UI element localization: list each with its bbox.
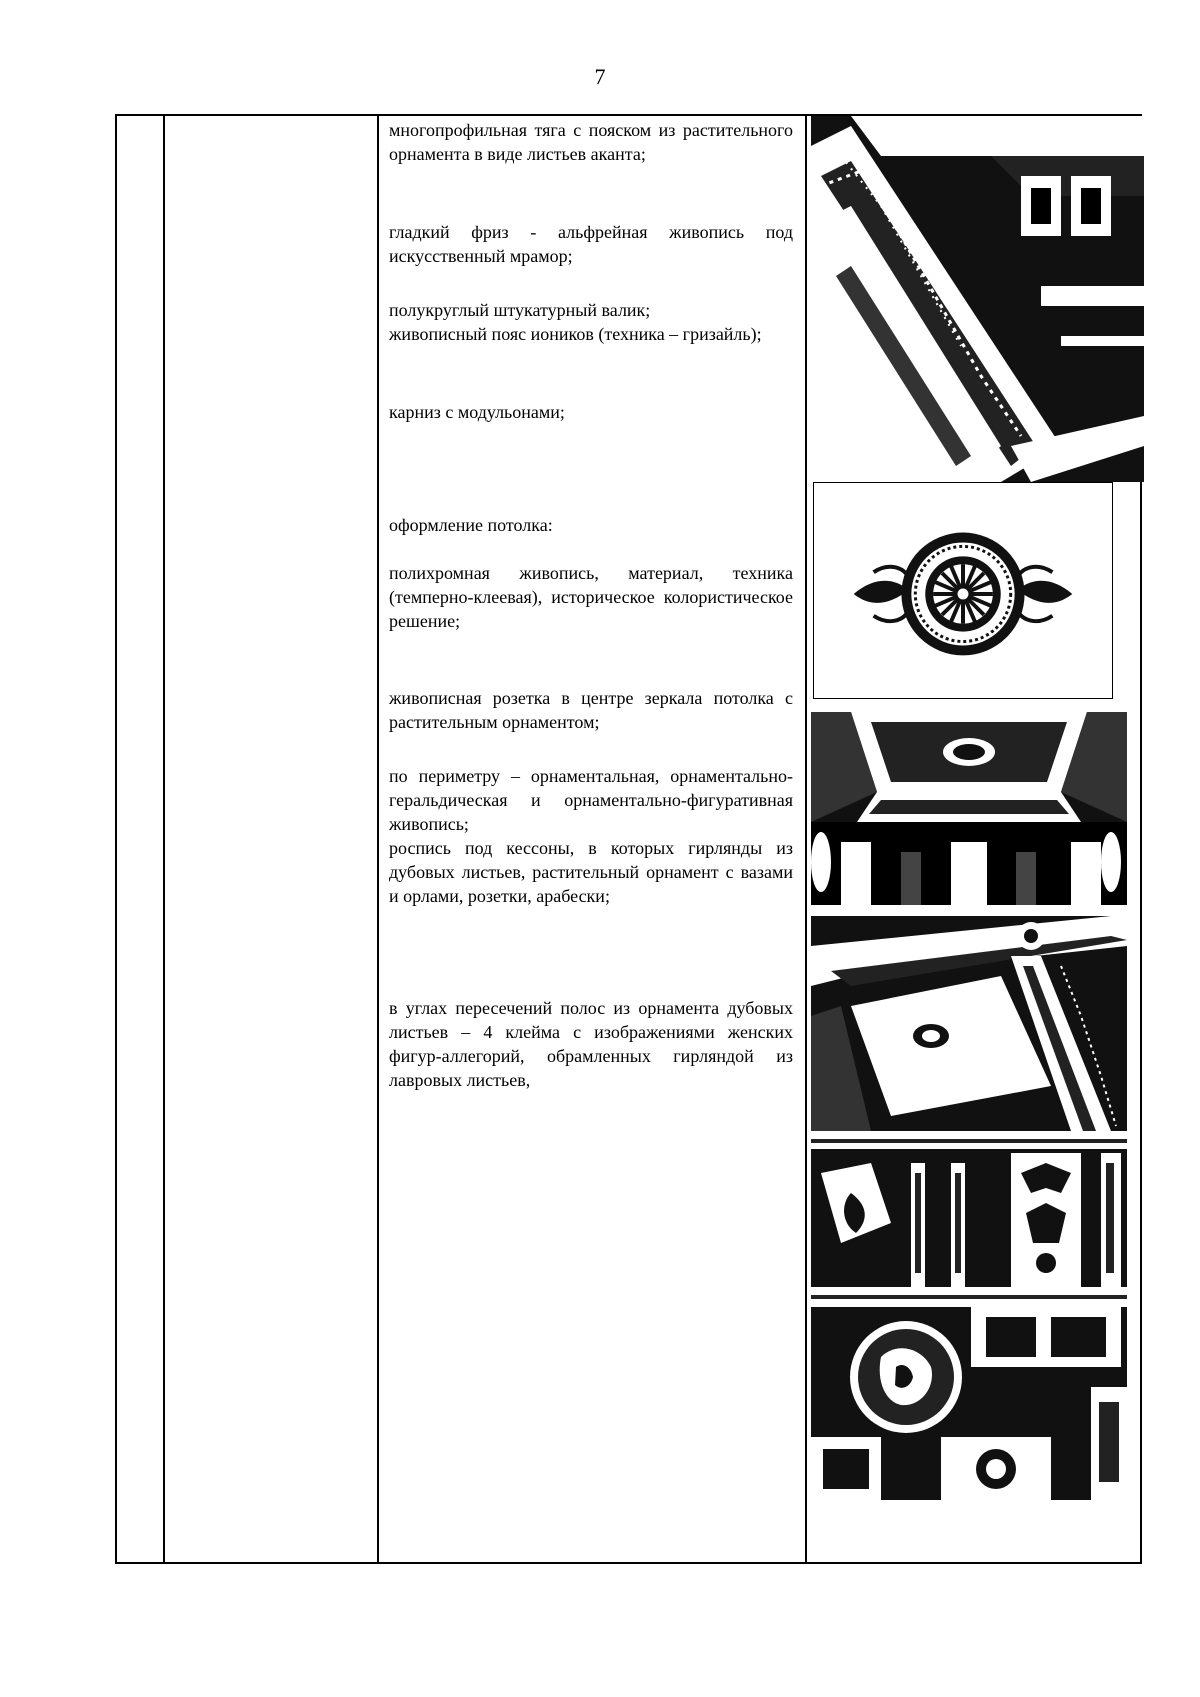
- description-paragraph: многопрофильная тяга с пояском из растительного орнамента в виде листьев аканта;: [389, 120, 793, 164]
- column-divider-3: [805, 116, 807, 1562]
- description-paragraph: живописная розетка в центре зеркала потолка с растительным орнаментом;: [389, 688, 793, 732]
- description-paragraph: полихромная живопись, материал, техника (темперно-клеевая), историческое колористическое решение;: [389, 563, 793, 631]
- description-paragraph: полукруглый штукатурный валик;: [389, 300, 651, 320]
- photo-ceiling-medallion: [811, 1287, 1127, 1500]
- description-paragraph: роспись под кессоны, в которых гирлянды из дубовых листьев, растительный орнамент с вазами и орлами, розетки, арабески;: [389, 838, 793, 906]
- column-divider-2: [377, 116, 379, 1562]
- photo-rosette-drawing: [813, 482, 1113, 699]
- specification-table: [115, 114, 1142, 1564]
- photo-ceiling-hall: [811, 712, 1127, 905]
- description-paragraph: оформление потолка:: [389, 515, 553, 535]
- description-paragraph: гладкий фриз - альфрейная живопись под искусственный мрамор;: [389, 222, 793, 266]
- photo-ceiling-eagles: [811, 1133, 1127, 1287]
- description-paragraph: карниз с модульонами;: [389, 402, 565, 422]
- description-paragraph: в углах пересечений полос из орнамента дубовых листьев – 4 клейма с изображениями женских фигур-аллегорий, обрамленных гирляндой из лавровых листьев,: [389, 998, 793, 1090]
- description-paragraph: живописный пояс иоников (техника – гризайль);: [389, 324, 762, 344]
- photo-cornice: [811, 116, 1144, 482]
- photo-ceiling-corner: [811, 916, 1127, 1131]
- description-paragraph: по периметру – орнаментальная, орнаментально-геральдическая и орнаментально-фигуративная живопись;: [389, 766, 793, 834]
- page-number: 7: [594, 64, 606, 89]
- column-divider-1: [163, 116, 165, 1562]
